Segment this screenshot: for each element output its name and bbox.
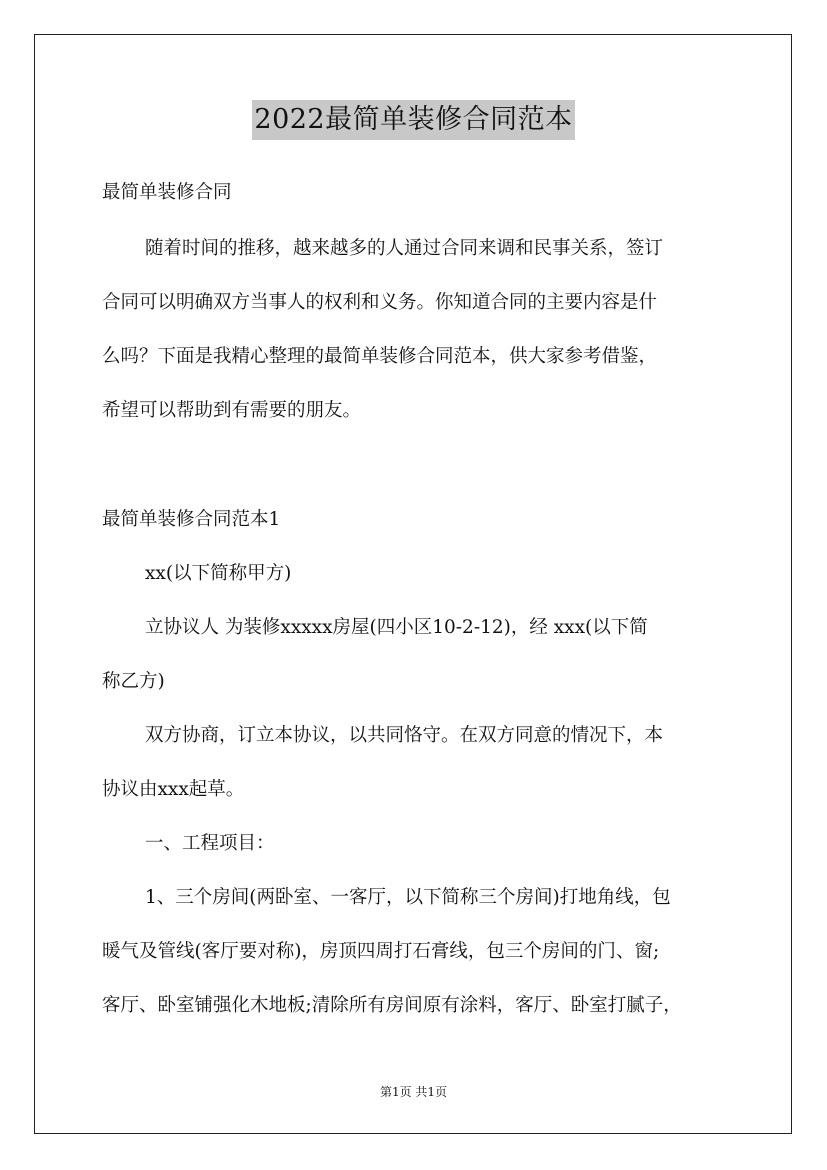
item1-line: 1、三个房间(两卧室、一客厅，以下简称三个房间)打地角线，包 <box>145 887 671 908</box>
party-a-line: xx(以下简称甲方) <box>145 563 292 584</box>
page-footer: 第1页 共1页 <box>379 1085 448 1099</box>
section-title: 最简单装修合同范本1 <box>102 509 281 530</box>
party-b-line: 立协议人 为装修xxxxx房屋(四小区10-2-12)，经 xxx(以下简 <box>145 617 648 638</box>
agreement-line: 协议由xxx起草。 <box>102 779 245 800</box>
intro-line: 么吗？下面是我精心整理的最简单装修合同范本，供大家参考借鉴， <box>102 346 658 367</box>
intro-line: 随着时间的推移，越来越多的人通过合同来调和民事关系，签订 <box>145 238 664 259</box>
party-b-line: 称乙方) <box>102 671 165 692</box>
item1-line: 暖气及管线(客厅要对称)，房顶四周打石膏线，包三个房间的门、窗; <box>102 941 660 962</box>
document-title: 2022最简单装修合同范本 <box>252 100 574 140</box>
item-heading: 一、工程项目： <box>145 833 275 854</box>
agreement-line: 双方协商，订立本协议，以共同恪守。在双方同意的情况下，本 <box>145 725 664 746</box>
intro-line: 合同可以明确双方当事人的权利和义务。你知道合同的主要内容是什 <box>102 292 658 313</box>
intro-line: 希望可以帮助到有需要的朋友。 <box>102 400 362 421</box>
item1-line: 客厅、卧室铺强化木地板;清除所有房间原有涂料，客厅、卧室打腻子， <box>102 995 682 1016</box>
title-container <box>0 100 827 140</box>
contract-heading: 最简单装修合同 <box>102 182 232 203</box>
